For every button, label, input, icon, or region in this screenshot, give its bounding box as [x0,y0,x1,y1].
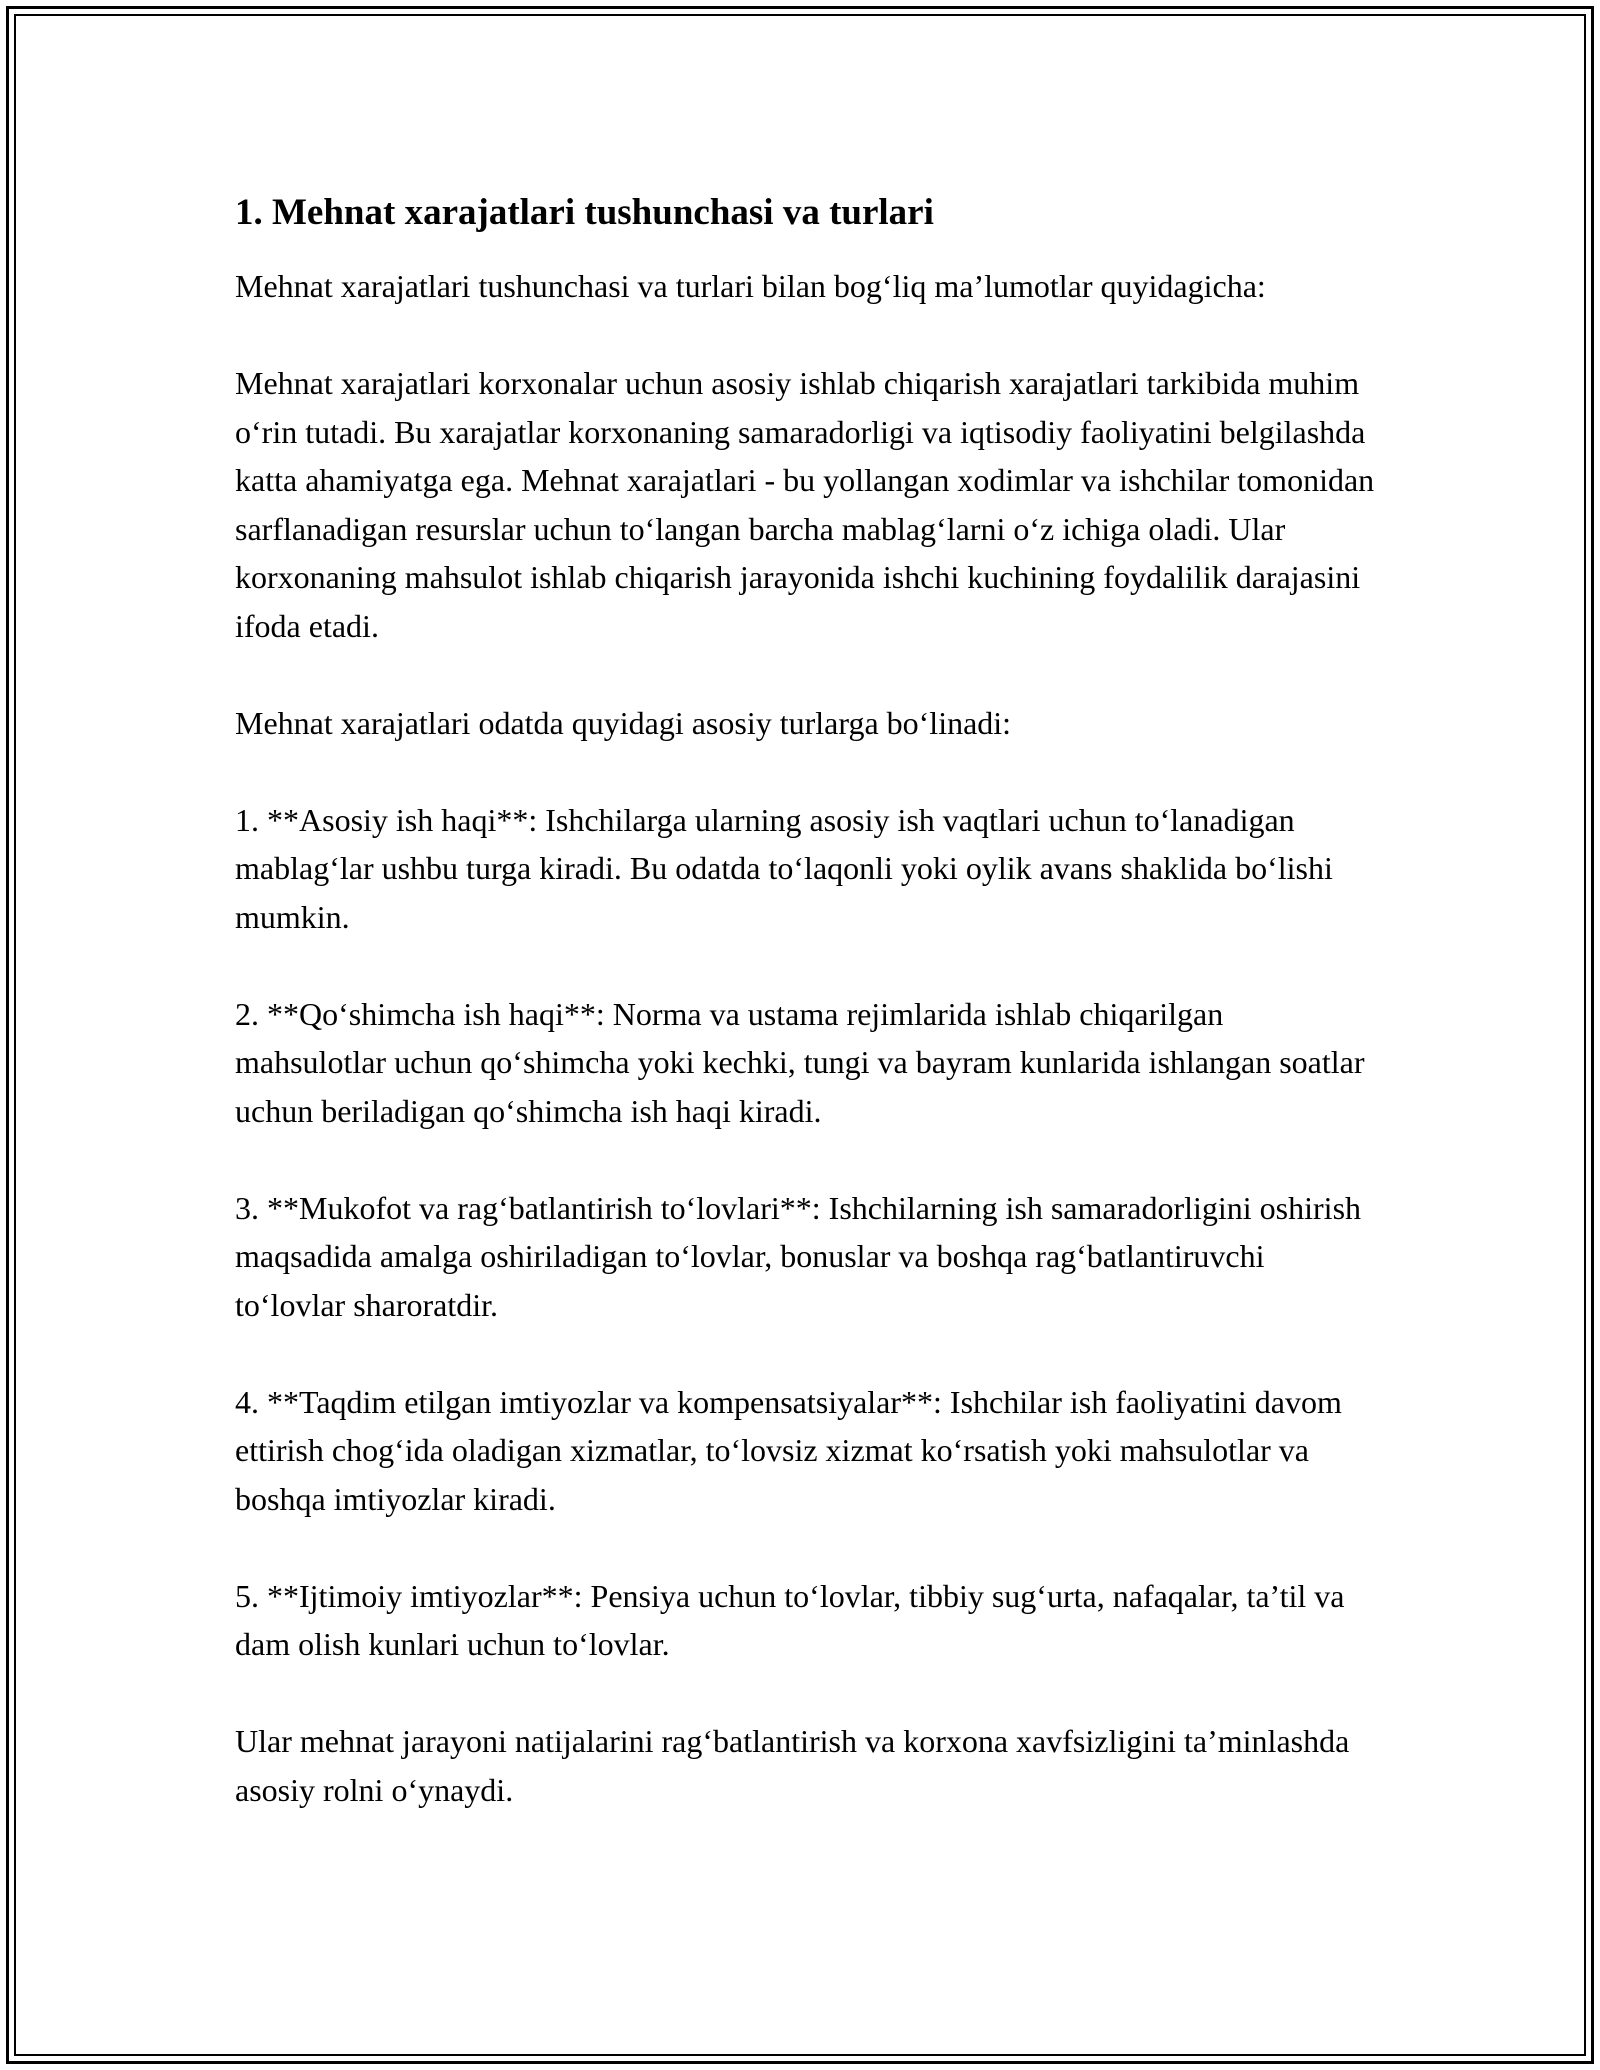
list-item-bonus-payments: 3. **Mukofot va rag‘batlantirish to‘lovlari**: Ishchilarning ish samaradorligini oshirish maqsadida amalga oshiriladigan to‘lovlar, bonuslar va boshqa rag‘batlantiruvchi to‘lovlar sharoratdir. [235,1189,1362,1323]
intro-paragraph: Mehnat xarajatlari tushunchasi va turlari bilan bog‘liq ma’lumotlar quyidagicha: [235,268,1266,304]
conclusion-paragraph: Ular mehnat jarayoni natijalarini rag‘batlantirish va korxona xavfsizligini ta’minlashda asosiy rolni o‘ynaydi. [235,1723,1350,1808]
types-lead-paragraph: Mehnat xarajatlari odatda quyidagi asosiy turlarga bo‘linadi: [235,704,1012,741]
list-item-benefits-compensation: 4. **Taqdim etilgan imtiyozlar va kompensatsiyalar**: Ishchilar ish faoliyatini davom ettirish chog‘ida oladigan xizmatlar, to‘lovsiz xizmat ko‘rsatish yoki mahsulotlar va boshqa imtiyozlar kiradi. [235,1383,1342,1517]
list-item-basic-wage: 1. **Asosiy ish haqi**: Ishchilarga ularning asosiy ish vaqtlari uchun to‘lanadigan mablag‘lar ushbu turga kiradi. Bu odatda to‘laqonli yoki oylik avans shaklida bo‘lishi mumkin. [235,801,1333,935]
list-item-social-benefits: 5. **Ijtimoiy imtiyozlar**: Pensiya uchun to‘lovlar, tibbiy sug‘urta, nafaqalar, ta’til va dam olish kunlari uchun to‘lovlar. [235,1577,1345,1662]
document-body [235,186,1375,1814]
list-item-additional-wage: 2. **Qo‘shimcha ish haqi**: Norma va ustama rejimlarida ishlab chiqarilgan mahsulotlar uchun qo‘shimcha yoki kechki, tungi va bayram kunlarida ishlangan soatlar uchun beriladigan qo‘shimcha ish haqi kiradi. [235,995,1365,1129]
document-title: 1. Mehnat xarajatlari tushunchasi va turlari [235,192,934,233]
definition-paragraph: Mehnat xarajatlari korxonalar uchun asosiy ishlab chiqarish xarajatlari tarkibida muhim o‘rin tutadi. Bu xarajatlar korxonaning samaradorligi va iqtisodiy faoliyatini belgilashda katta ahamiyatga ega. Mehnat xarajatlari - bu yollangan xodimlar va ishchilar tomonidan sarflanadigan resurslar uchun to‘langan barcha mablag‘larni o‘z ichiga oladi. Ular korxonaning mahsulot ishlab chiqarish jarayonida ishchi kuchining foydalilik darajasini ifoda etadi. [235,365,1375,644]
